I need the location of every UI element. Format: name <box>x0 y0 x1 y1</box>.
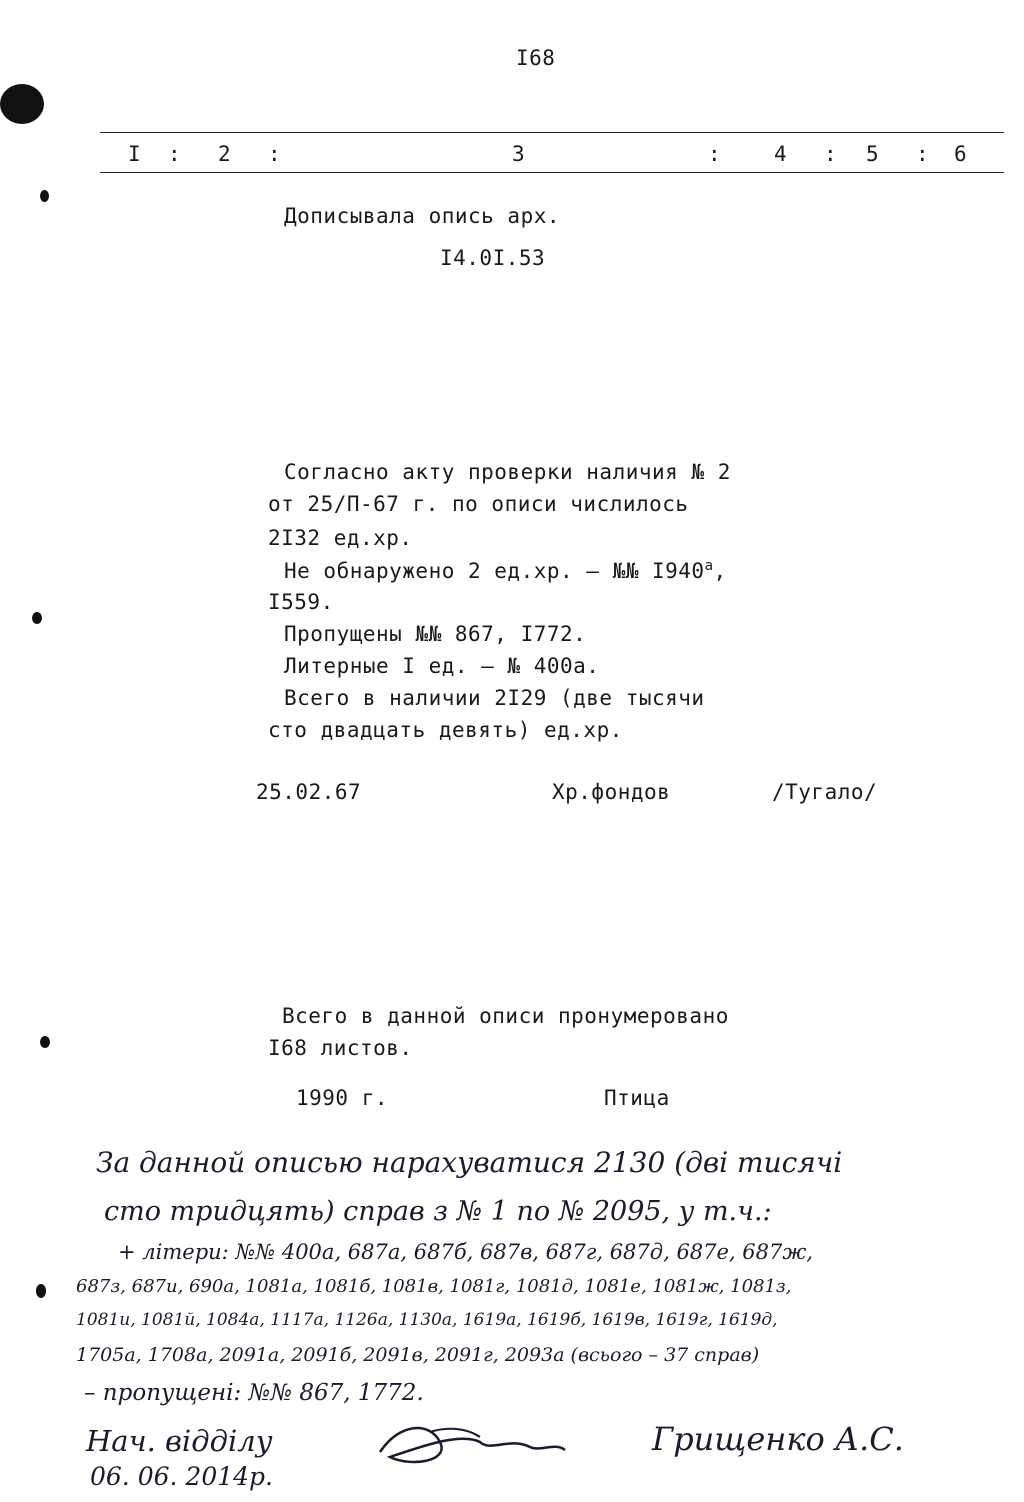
numbered-year: 1990 г. <box>296 1086 389 1110</box>
numbered-signer: Птица <box>604 1086 670 1110</box>
col-sep: : <box>824 142 838 166</box>
handwritten-line: + літери: №№ 400а, 687а, 687б, 687в, 687г, 687д, 687е, 687ж, <box>118 1240 813 1264</box>
act-line: Пропущены №№ 867, I772. <box>284 622 587 646</box>
act-position: Хр.фондов <box>552 780 671 804</box>
handwritten-line: сто тридцять) справ з № 1 по № 2095, у т.ч.: <box>104 1196 772 1227</box>
numbered-line: Всего в данной описи пронумеровано <box>282 1004 729 1028</box>
col-3: 3 <box>512 142 526 166</box>
col-1: I <box>128 142 142 166</box>
header-rule-bottom <box>100 172 1004 173</box>
act-line: I559. <box>268 590 334 614</box>
punch-hole-mark <box>40 190 49 202</box>
page-number: I68 <box>516 46 556 70</box>
col-sep: : <box>268 142 282 166</box>
signature-scribble <box>370 1412 570 1472</box>
col-sep: : <box>168 142 182 166</box>
act-signer: /Тугало/ <box>772 780 878 804</box>
punch-hole-mark <box>40 1036 50 1048</box>
act-line-comma: , <box>713 559 727 583</box>
col-4: 4 <box>774 142 788 166</box>
col-sep: : <box>916 142 930 166</box>
handwritten-line: 687з, 687и, 690а, 1081а, 1081б, 1081в, 1081г, 1081д, 1081е, 1081ж, 1081з, <box>76 1276 792 1297</box>
handwritten-position: Нач. відділу <box>86 1424 273 1458</box>
col-2: 2 <box>218 142 232 166</box>
act-line: Согласно акту проверки наличия № 2 <box>284 460 731 484</box>
handwritten-line: 1081и, 1081й, 1084а, 1117а, 1126а, 1130а, 1619а, 1619б, 1619в, 1619г, 1619д, <box>76 1310 778 1330</box>
act-line: 2I32 ед.хр. <box>268 526 413 550</box>
handwritten-line: 1705а, 1708а, 2091а, 2091б, 2091в, 2091г, 2093а (всього – 37 справ) <box>76 1344 760 1366</box>
handwritten-line: – пропущені: №№ 867, 1772. <box>84 1380 424 1406</box>
act-date: 25.02.67 <box>256 780 362 804</box>
punch-hole-mark <box>32 612 42 624</box>
act-line-text: Не обнаружено 2 ед.хр. – №№ I940 <box>284 559 705 583</box>
col-5: 5 <box>866 142 880 166</box>
act-line: от 25/П-67 г. по описи числилось <box>268 492 689 516</box>
note-date: I4.0I.53 <box>440 246 546 270</box>
punch-hole-mark <box>0 84 44 124</box>
act-line <box>284 558 727 583</box>
note-archivist: Дописывала опись арх. <box>284 204 561 228</box>
header-rule-top <box>100 132 1004 133</box>
handwritten-signer: Грищенко А.С. <box>652 1420 904 1458</box>
handwritten-line: За данной описью нарахуватися 2130 (дві тисячі <box>96 1146 843 1179</box>
act-line: Всего в наличии 2I29 (две тысячи <box>284 686 705 710</box>
act-superscript: а <box>704 558 714 574</box>
punch-hole-mark <box>36 1284 46 1298</box>
handwritten-date: 06. 06. 2014р. <box>90 1462 273 1491</box>
col-sep: : <box>708 142 722 166</box>
col-6: 6 <box>954 142 968 166</box>
numbered-line: I68 листов. <box>268 1036 413 1060</box>
act-line: Литерные I ед. – № 400а. <box>284 654 600 678</box>
act-line: сто двадцать девять) ед.хр. <box>268 718 623 742</box>
